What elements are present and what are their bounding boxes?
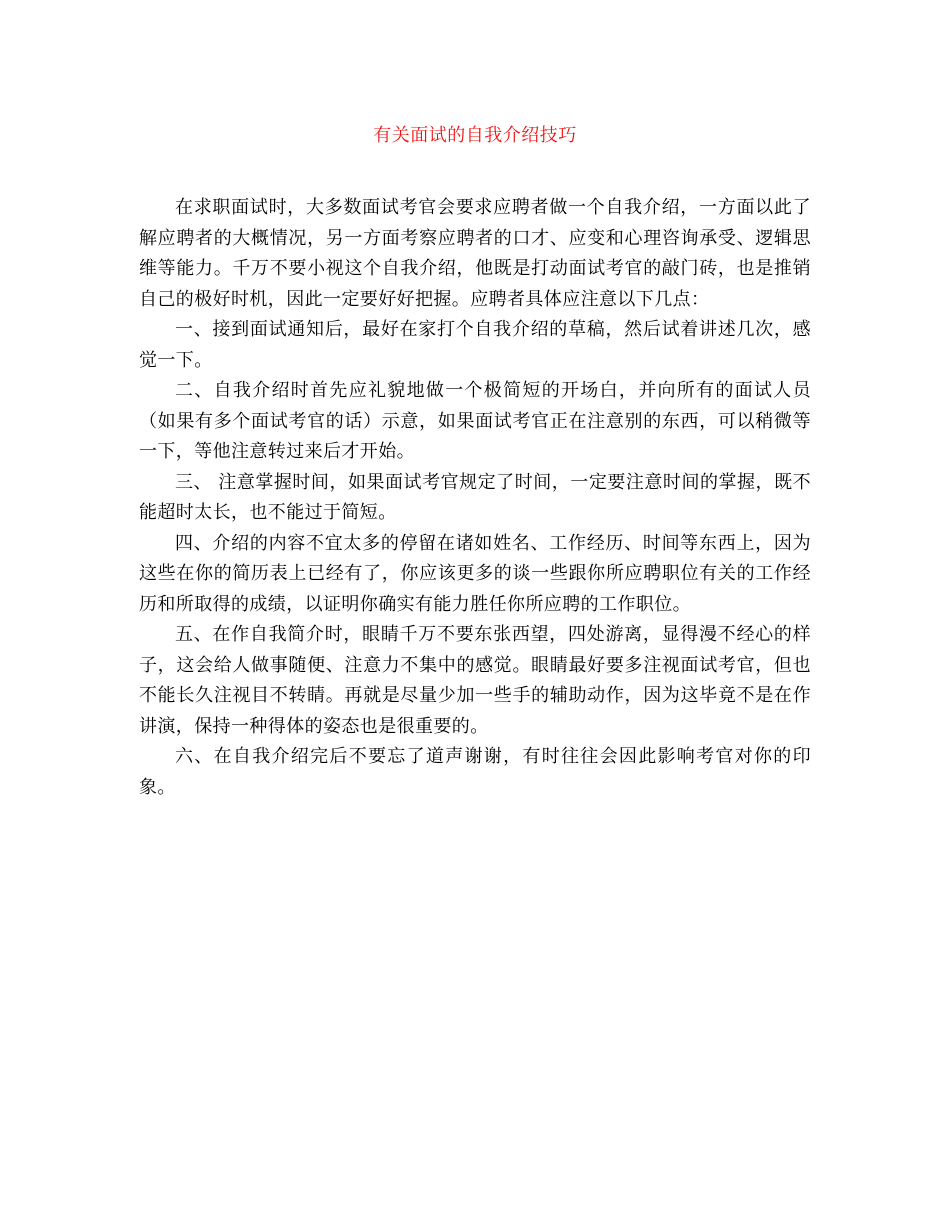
paragraph-point-1: 一、接到面试通知后，最好在家打个自我介绍的草稿，然后试着讲述几次，感觉一下。 — [139, 319, 811, 371]
paragraph-point-5: 五、在作自我简介时，眼睛千万不要东张西望，四处游离，显得漫不经心的样子，这会给人做事随便、注意力不集中的感觉。眼睛最好要多注视面试考官，但也不能长久注视目不转睛。再就是尽量少加一些手的辅助动作，因为这毕竟不是在作讲演，保持一种得体的姿态也是很重要的。 — [139, 624, 811, 737]
paragraph-point-4: 四、介绍的内容不宜太多的停留在诸如姓名、工作经历、时间等东西上，因为这些在你的简历表上已经有了，你应该更多的谈一些跟你所应聘职位有关的工作经历和所取得的成绩，以证明你确实有能力胜任你所应聘的工作职位。 — [139, 532, 811, 615]
document-title: 有关面试的自我介绍技巧 — [373, 125, 577, 146]
paragraph-point-6: 六、在自我介绍完后不要忘了道声谢谢，有时往往会因此影响考官对你的印象。 — [139, 746, 811, 798]
paragraph-point-2: 二、自我介绍时首先应礼貌地做一个极简短的开场白，并向所有的面试人员（如果有多个面试考官的话）示意，如果面试考官正在注意别的东西，可以稍微等一下，等他注意转过来后才开始。 — [139, 380, 811, 462]
paragraph-point-3: 三、 注意掌握时间，如果面试考官规定了时间，一定要注意时间的掌握，既不能超时太长，也不能过于简短。 — [139, 471, 811, 523]
document-body — [139, 193, 811, 803]
paragraph-intro: 在求职面试时，大多数面试考官会要求应聘者做一个自我介绍，一方面以此了解应聘者的大概情况，另一方面考察应聘者的口才、应变和心理咨询承受、逻辑思维等能力。千万不要小视这个自我介绍，他既是打动面试考官的敲门砖，也是推销自己的极好时机，因此一定要好好把握。应聘者具体应注意以下几点： — [139, 197, 811, 310]
